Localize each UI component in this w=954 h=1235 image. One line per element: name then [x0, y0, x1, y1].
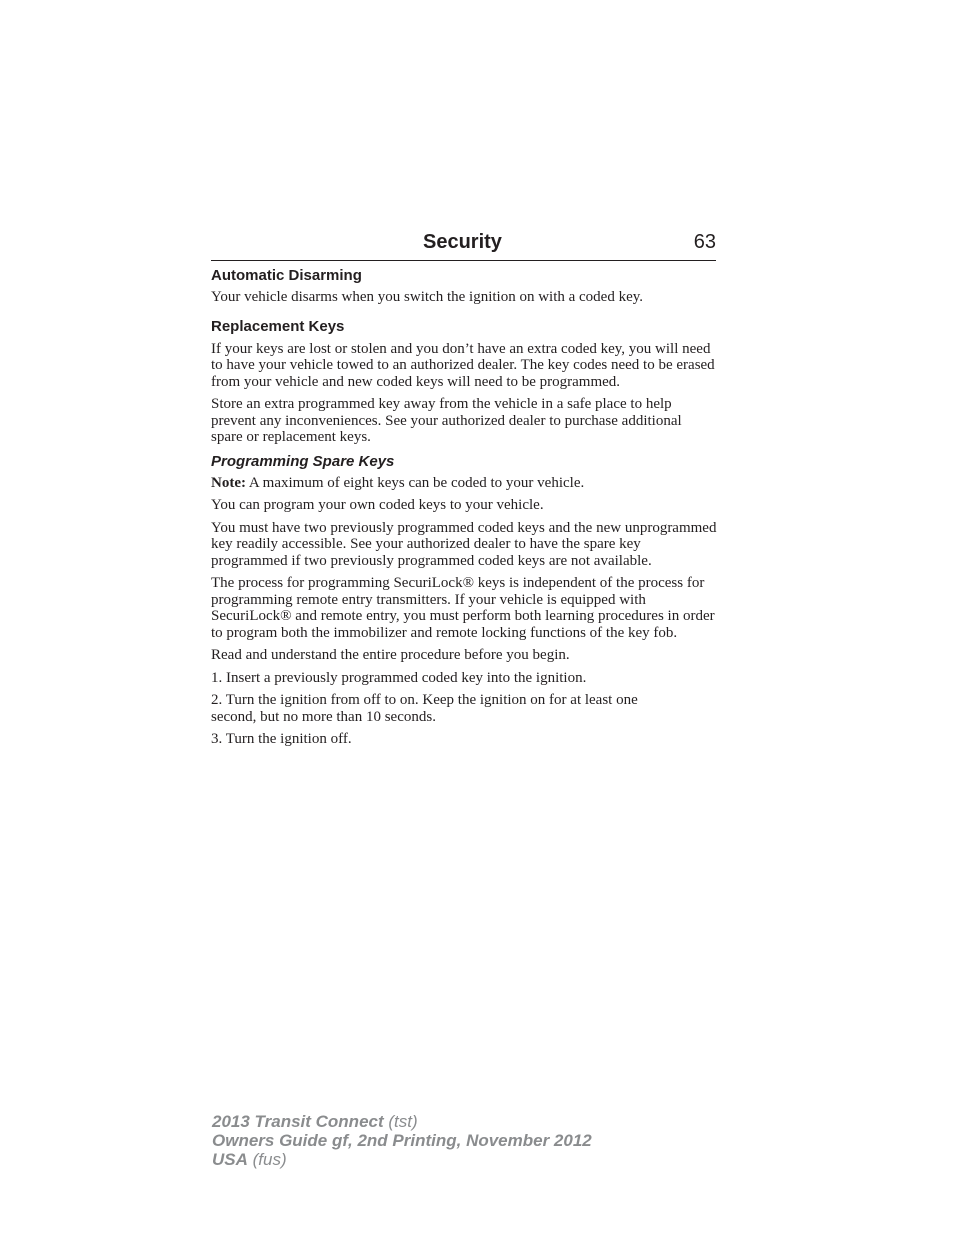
footer-model-code: (tst) — [383, 1112, 418, 1131]
step-2: 2. Turn the ignition from off to on. Keep the ignition on for at least one second, but no more than 10 seconds. — [211, 692, 638, 725]
note-paragraph — [211, 475, 717, 492]
note-text: A maximum of eight keys can be coded to your vehicle. — [245, 474, 585, 491]
paragraph-automatic-disarming: Your vehicle disarms when you switch the ignition on with a coded key. — [211, 289, 644, 305]
paragraph-replacement-keys-2: Store an extra programmed key away from the vehicle in a safe place to help prevent any inconveniences. See your authorized dealer to purchase additional spare or replacement keys. — [211, 396, 682, 445]
paragraph-programming-3: The process for programming SecuriLock® keys is independent of the process for programming remote entry transmitters. If your vehicle is equipped with SecuriLock® and remote entry, you must perform both learning procedures in order to program both the immobilizer and remote locking functions of the key fob. — [211, 575, 715, 641]
footer-market: USA — [212, 1150, 248, 1169]
heading-programming-spare-keys: Programming Spare Keys — [211, 452, 395, 470]
step-1: 1. Insert a previously programmed coded key into the ignition. — [211, 669, 587, 686]
note-label: Note: — [211, 474, 246, 491]
page-number: 63 — [693, 231, 716, 253]
section-title: Security — [423, 231, 502, 253]
footer-guide-edition: Owners Guide gf, 2nd Printing, November 2012 — [212, 1131, 592, 1150]
paragraph-replacement-keys-1: If your keys are lost or stolen and you don’t have an extra coded key, you will need to have your vehicle towed to an authorized dealer. The key codes need to be erased from your vehicle and new coded keys will need to be programmed. — [211, 340, 715, 390]
step-3: 3. Turn the ignition off. — [211, 731, 352, 747]
page-content — [211, 266, 717, 748]
footer-model: 2013 Transit Connect — [212, 1112, 384, 1131]
page-footer — [212, 1112, 592, 1169]
paragraph-programming-2: You must have two previously programmed coded keys and the new unprogrammed key readily accessible. See your authorized dealer to have the spare key programmed if two previously programmed coded keys are not available. — [211, 519, 717, 569]
footer-line-market — [212, 1150, 592, 1169]
paragraph-programming-1: You can program your own coded keys to your vehicle. — [211, 497, 544, 513]
paragraph-programming-4: Read and understand the entire procedure before you begin. — [211, 647, 570, 663]
page-header — [211, 228, 716, 261]
footer-market-code: (fus) — [247, 1150, 287, 1169]
heading-replacement-keys: Replacement Keys — [211, 317, 345, 335]
heading-automatic-disarming: Automatic Disarming — [211, 267, 362, 284]
footer-line-model — [212, 1112, 592, 1131]
